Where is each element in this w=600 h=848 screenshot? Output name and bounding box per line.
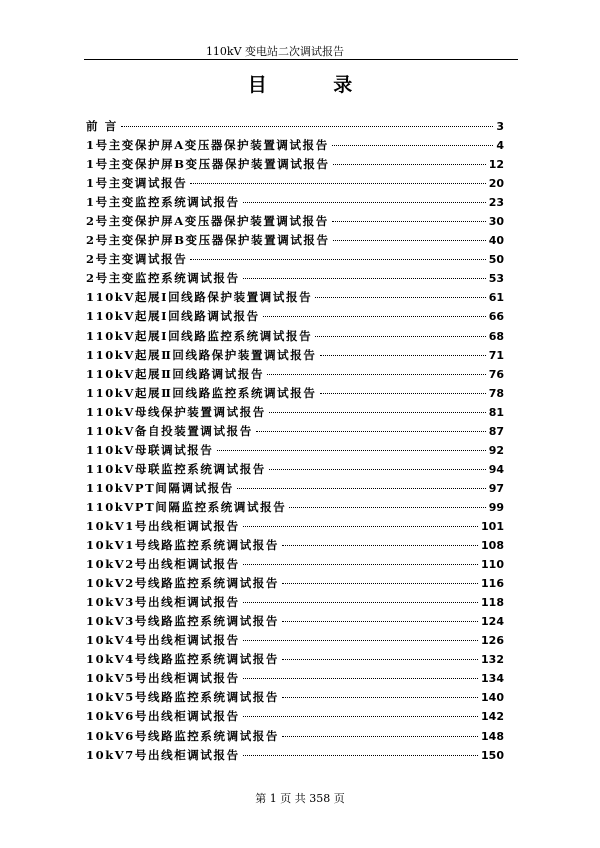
toc-entry[interactable] [86, 308, 504, 327]
toc-entry-page-number: 148 [481, 729, 504, 743]
toc-entry[interactable] [86, 366, 504, 385]
toc-entry[interactable] [86, 423, 504, 442]
toc-entry-label: 10kV7号出线柜调试报告 [86, 747, 240, 762]
toc-leader-dots [269, 469, 486, 470]
toc-entry-label: 110kV起展Ⅱ回线路保护装置调试报告 [86, 347, 317, 362]
toc-entry-page-number: 71 [488, 348, 504, 362]
toc-entry-page-number: 97 [488, 481, 504, 495]
toc-entry-label: 110kV起展Ⅰ回线路调试报告 [86, 309, 260, 324]
toc-entry-label: 10kV3号出线柜调试报告 [86, 595, 240, 610]
toc-list [86, 118, 504, 766]
toc-entry[interactable] [86, 708, 504, 727]
toc-entry-label: 2号主变调试报告 [86, 252, 188, 267]
toc-entry-label: 110kV起展Ⅰ回线路监控系统调试报告 [86, 328, 313, 343]
toc-leader-dots [190, 259, 485, 260]
toc-leader-dots [333, 164, 486, 165]
toc-entry-label: 110kVPT间隔调试报告 [86, 480, 234, 495]
toc-entry-label: 2号主变监控系统调试报告 [86, 271, 240, 286]
toc-entry-label: 10kV1号出线柜调试报告 [86, 518, 240, 533]
toc-entry-label: 2号主变保护屏A变压器保护装置调试报告 [86, 214, 329, 229]
toc-entry-page-number: 40 [488, 234, 504, 248]
toc-entry[interactable] [86, 499, 504, 518]
toc-leader-dots [256, 431, 486, 432]
toc-entry-page-number: 12 [488, 158, 504, 172]
toc-entry[interactable] [86, 442, 504, 461]
toc-entry-page-number: 4 [496, 139, 504, 153]
toc-entry-page-number: 76 [488, 367, 504, 381]
toc-entry-label: 10kV6号线路监控系统调试报告 [86, 728, 279, 743]
toc-leader-dots [333, 240, 486, 241]
toc-leader-dots [282, 583, 478, 584]
toc-entry[interactable] [86, 232, 504, 251]
toc-entry-page-number: 142 [481, 710, 504, 724]
toc-entry-label: 110kV起展Ⅱ回线路监控系统调试报告 [86, 385, 317, 400]
toc-entry-label: 10kV5号出线柜调试报告 [86, 671, 240, 686]
toc-entry-label: 10kV3号线路监控系统调试报告 [86, 614, 279, 629]
toc-leader-dots [243, 640, 478, 641]
toc-entry-label: 110kV母联监控系统调试报告 [86, 461, 266, 476]
toc-entry-page-number: 116 [481, 577, 504, 591]
toc-entry-page-number: 50 [488, 253, 504, 267]
toc-entry[interactable] [86, 613, 504, 632]
toc-entry[interactable] [86, 480, 504, 499]
toc-entry-page-number: 94 [488, 462, 504, 476]
toc-leader-dots [243, 716, 478, 717]
toc-leader-dots [282, 659, 478, 660]
toc-leader-dots [243, 602, 478, 603]
toc-entry-label: 1号主变调试报告 [86, 176, 188, 191]
toc-entry[interactable] [86, 518, 504, 537]
toc-entry-page-number: 20 [488, 177, 504, 191]
toc-entry[interactable] [86, 556, 504, 575]
toc-entry[interactable] [86, 194, 504, 213]
toc-leader-dots [315, 336, 486, 337]
toc-leader-dots [121, 126, 494, 127]
toc-entry-label: 前 言 [86, 119, 118, 133]
toc-entry-page-number: 124 [481, 615, 504, 629]
toc-entry[interactable] [86, 651, 504, 670]
toc-entry[interactable] [86, 213, 504, 232]
toc-entry[interactable] [86, 156, 504, 175]
toc-entry[interactable] [86, 289, 504, 308]
toc-entry-label: 10kV1号线路监控系统调试报告 [86, 538, 279, 553]
toc-entry-label: 1号主变监控系统调试报告 [86, 195, 240, 210]
toc-entry-page-number: 108 [481, 539, 504, 553]
toc-entry[interactable] [86, 670, 504, 689]
toc-title: 目 录 [247, 74, 383, 96]
toc-entry[interactable] [86, 404, 504, 423]
toc-entry-page-number: 118 [481, 596, 504, 610]
toc-entry[interactable] [86, 347, 504, 366]
toc-leader-dots [320, 355, 486, 356]
toc-entry-label: 110kV母联调试报告 [86, 442, 214, 457]
toc-entry[interactable] [86, 251, 504, 270]
toc-entry-page-number: 53 [488, 272, 504, 286]
toc-entry-label: 110kV备自投装置调试报告 [86, 423, 253, 438]
toc-leader-dots [282, 621, 478, 622]
page-footer: 第 1 页 共 358 页 [255, 792, 345, 805]
toc-leader-dots [237, 488, 486, 489]
toc-entry-label: 110kVPT间隔监控系统调试报告 [86, 499, 287, 514]
toc-entry-label: 10kV5号线路监控系统调试报告 [86, 690, 279, 705]
toc-entry-label: 10kV2号出线柜调试报告 [86, 557, 240, 572]
toc-leader-dots [263, 316, 486, 317]
toc-leader-dots [217, 450, 486, 451]
toc-leader-dots [332, 221, 486, 222]
toc-leader-dots [282, 697, 478, 698]
toc-entry-page-number: 134 [481, 672, 504, 686]
toc-leader-dots [243, 755, 478, 756]
toc-entry-page-number: 66 [488, 310, 504, 324]
toc-leader-dots [243, 278, 486, 279]
toc-entry[interactable] [86, 461, 504, 480]
toc-entry-page-number: 23 [488, 196, 504, 210]
toc-entry-page-number: 78 [488, 386, 504, 400]
toc-entry-page-number: 150 [481, 748, 504, 762]
toc-entry[interactable] [86, 575, 504, 594]
toc-entry-label: 110kV起展Ⅱ回线路调试报告 [86, 366, 265, 381]
toc-entry[interactable] [86, 118, 504, 137]
toc-leader-dots [289, 507, 485, 508]
toc-entry-label: 1号主变保护屏A变压器保护装置调试报告 [86, 138, 329, 153]
toc-entry-page-number: 110 [481, 558, 504, 572]
toc-entry-label: 110kV起展Ⅰ回线路保护装置调试报告 [86, 290, 313, 305]
toc-entry-page-number: 61 [488, 291, 504, 305]
toc-entry[interactable] [86, 689, 504, 708]
toc-leader-dots [332, 145, 494, 146]
toc-leader-dots [282, 545, 478, 546]
toc-entry[interactable] [86, 175, 504, 194]
toc-entry-label: 110kV母线保护装置调试报告 [86, 404, 266, 419]
toc-entry-page-number: 87 [488, 424, 504, 438]
toc-entry-label: 1号主变保护屏B变压器保护装置调试报告 [86, 157, 330, 172]
toc-entry-page-number: 126 [481, 634, 504, 648]
toc-entry-page-number: 99 [488, 500, 504, 514]
toc-leader-dots [243, 564, 478, 565]
toc-leader-dots [190, 183, 485, 184]
toc-entry-page-number: 92 [488, 443, 504, 457]
toc-leader-dots [282, 736, 478, 737]
toc-entry-page-number: 81 [488, 405, 504, 419]
toc-leader-dots [243, 526, 478, 527]
toc-entry-page-number: 132 [481, 653, 504, 667]
toc-leader-dots [320, 393, 486, 394]
toc-leader-dots [315, 297, 486, 298]
toc-entry-page-number: 101 [481, 519, 504, 533]
toc-entry-label: 10kV2号线路监控系统调试报告 [86, 576, 279, 591]
header-rule [84, 59, 518, 60]
toc-entry-label: 2号主变保护屏B变压器保护装置调试报告 [86, 233, 330, 248]
toc-entry[interactable] [86, 328, 504, 347]
toc-entry[interactable] [86, 728, 504, 747]
toc-entry[interactable] [86, 137, 504, 156]
toc-entry[interactable] [86, 747, 504, 766]
toc-entry-page-number: 68 [488, 329, 504, 343]
page-header: 110kV 变电站二次调试报告 [205, 45, 345, 58]
toc-entry-label: 10kV6号出线柜调试报告 [86, 709, 240, 724]
toc-entry-page-number: 3 [496, 120, 504, 133]
toc-entry-page-number: 140 [481, 691, 504, 705]
toc-entry[interactable] [86, 385, 504, 404]
toc-entry[interactable] [86, 594, 504, 613]
toc-entry[interactable] [86, 537, 504, 556]
toc-entry-label: 10kV4号出线柜调试报告 [86, 633, 240, 648]
toc-leader-dots [243, 202, 486, 203]
toc-leader-dots [269, 412, 486, 413]
toc-entry-page-number: 30 [488, 215, 504, 229]
toc-leader-dots [243, 678, 478, 679]
toc-entry-label: 10kV4号线路监控系统调试报告 [86, 652, 279, 667]
toc-entry[interactable] [86, 632, 504, 651]
toc-leader-dots [267, 374, 486, 375]
toc-entry[interactable] [86, 270, 504, 289]
